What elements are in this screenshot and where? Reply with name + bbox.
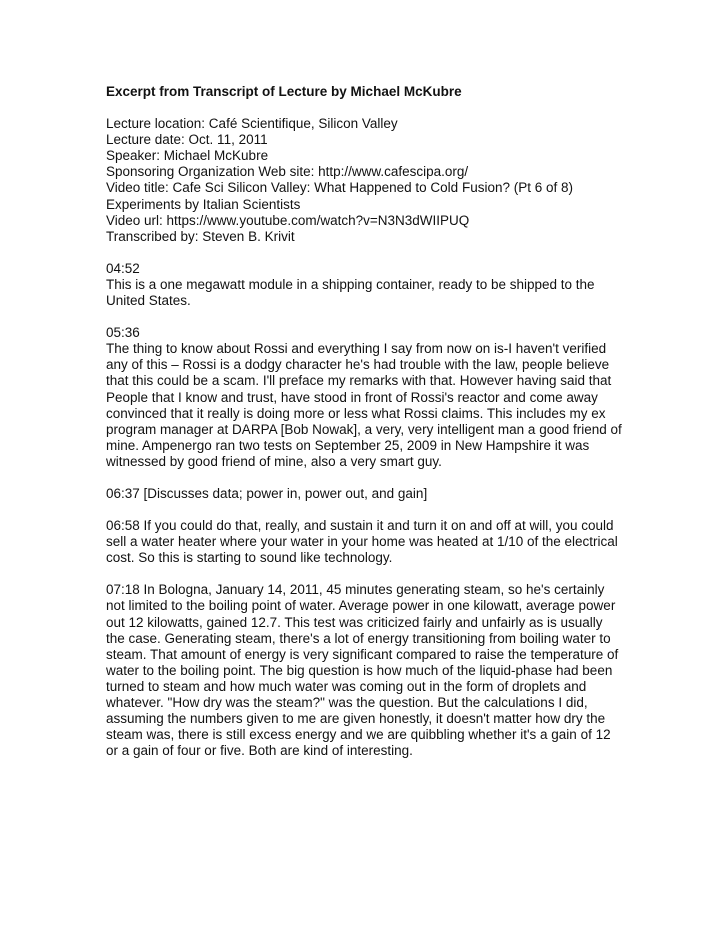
section-text: 06:58 If you could do that, really, and sustain it and turn it on and off at will, you could sell a water heater where your water in your home was heated at 1/10 of the electrical cost. So this is starting to sound like technology. <box>106 518 618 566</box>
section-text: 06:37 [Discusses data; power in, power out, and gain] <box>106 485 428 501</box>
section-0452 <box>106 261 624 309</box>
section-0637 <box>106 486 624 502</box>
lecture-date: Lecture date: Oct. 11, 2011 <box>106 132 268 148</box>
section-0718 <box>106 582 624 759</box>
lecture-metadata <box>106 116 624 245</box>
lecture-location: Lecture location: Café Scientifique, Silicon Valley <box>106 116 398 132</box>
video-url: Video url: https://www.youtube.com/watch?v=N3N3dWIIPUQ <box>106 212 470 228</box>
timestamp: 04:52 <box>106 260 140 276</box>
video-subtitle: Experiments by Italian Scientists <box>106 196 301 212</box>
sponsor-website: Sponsoring Organization Web site: http://www.cafescipa.org/ <box>106 164 469 180</box>
document-title: Excerpt from Transcript of Lecture by Michael McKubre <box>106 84 462 99</box>
section-text: This is a one megawatt module in a shipping container, ready to be shipped to the United States. <box>106 276 595 309</box>
section-text: 07:18 In Bologna, January 14, 2011, 45 minutes generating steam, so he's certainly not limited to the boiling point of water. Average power in one kilowatt, average power out 12 kilowatts, gained 12.7. This test was criticized fairly and unfairly as is usually the case. Generating steam, there's a lot of energy transitioning from boiling water to steam. That amount of energy is very significant compared to raise the temperature of water to the boiling point. The big question is how much of the liquid-phase had been turned to steam and how much water was coming out in the form of droplets and whatever. "How dry was the steam?" was the question. But the calculations I did, assuming the numbers given to me are given honestly, it doesn't matter how dry the steam was, there is still excess energy and we are quibbling whether it's a gain of 12 or a gain of four or five. Both are kind of interesting. <box>106 582 619 759</box>
section-0536 <box>106 325 624 470</box>
video-title: Video title: Cafe Sci Silicon Valley: What Happened to Cold Fusion? (Pt 6 of 8) <box>106 180 573 196</box>
transcript-body <box>106 84 624 759</box>
transcriber: Transcribed by: Steven B. Krivit <box>106 228 295 244</box>
section-text: The thing to know about Rossi and everything I say from now on is-I haven't verified any of this – Rossi is a dodgy character he's had trouble with the law, people believe that this could be a scam. I'll preface my remarks with that. However having said that People that I know and trust, have stood in front of Rossi's reactor and come away convinced that it really is doing more or less what Rossi claims. This includes my ex program manager at DARPA [Bob Nowak], a very, very intelligent man a good friend of mine. Ampenergo ran two tests on September 25, 2009 in New Hampshire it was witnessed by good friend of mine, also a very smart guy. <box>106 341 622 469</box>
speaker: Speaker: Michael McKubre <box>106 148 269 164</box>
section-0658 <box>106 518 624 566</box>
timestamp: 05:36 <box>106 325 140 341</box>
